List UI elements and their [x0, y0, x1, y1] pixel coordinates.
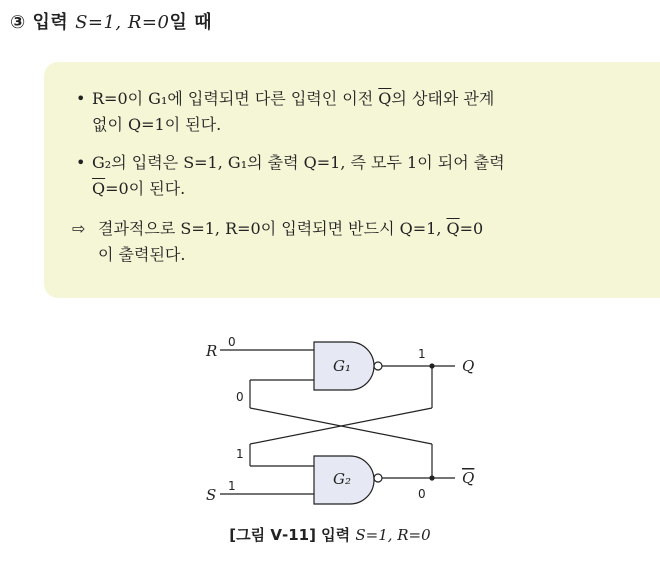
s-label: S — [206, 486, 217, 504]
heading-number: ③ 입력 — [10, 12, 76, 33]
arrow-icon: ⇨ — [72, 219, 86, 238]
q-label: Q — [462, 357, 475, 375]
qbar-label: Q — [462, 469, 475, 487]
qbar-value: 0 — [418, 487, 426, 501]
junction-dot — [429, 475, 434, 480]
figure-caption: [그림 Ⅴ-11] 입력 S=1, R=0 — [229, 526, 431, 544]
s-value: 1 — [228, 479, 236, 493]
heading-tail: 일 때 — [169, 12, 213, 33]
conclusion-item: ⇨ 결과적으로 S=1, R=0이 입력되면 반드시 Q=1, $\overline{Q}=0$ 이 출력된다. — [98, 216, 483, 268]
bullet-item-2: • G₂의 입력은 S=1, G₁의 출력 Q=1, 즉 모두 1이 되어 출력 $\overline{Q}=0$이 된다. — [76, 153, 505, 198]
g2-label: G₂ — [333, 470, 351, 488]
r-label: R — [206, 342, 218, 360]
g2-upper-input-value: 1 — [236, 447, 244, 461]
qbar-symbol: $\overline{Q}$ — [378, 89, 392, 108]
g1-label: G₁ — [333, 357, 351, 375]
heading-condition: S=1, R=0 — [75, 12, 170, 33]
junction-dot — [429, 363, 434, 368]
g1-inversion-bubble — [374, 362, 382, 370]
qbar-symbol: $\overline{Q}$ — [446, 219, 460, 238]
sr-latch-diagram — [190, 328, 490, 513]
q-value: 1 — [418, 347, 426, 361]
bullet-item-1: • R=0이 G₁에 입력되면 다른 입력인 이전 $\overline{Q}$의 상태와 관계 없이 Q=1이 된다. — [76, 89, 495, 134]
g2-inversion-bubble — [374, 474, 382, 482]
r-value: 0 — [228, 335, 236, 349]
section-heading — [10, 8, 212, 34]
qbar-symbol: $\overline{Q}$ — [92, 179, 106, 198]
g1-lower-input-value: 0 — [236, 390, 244, 404]
